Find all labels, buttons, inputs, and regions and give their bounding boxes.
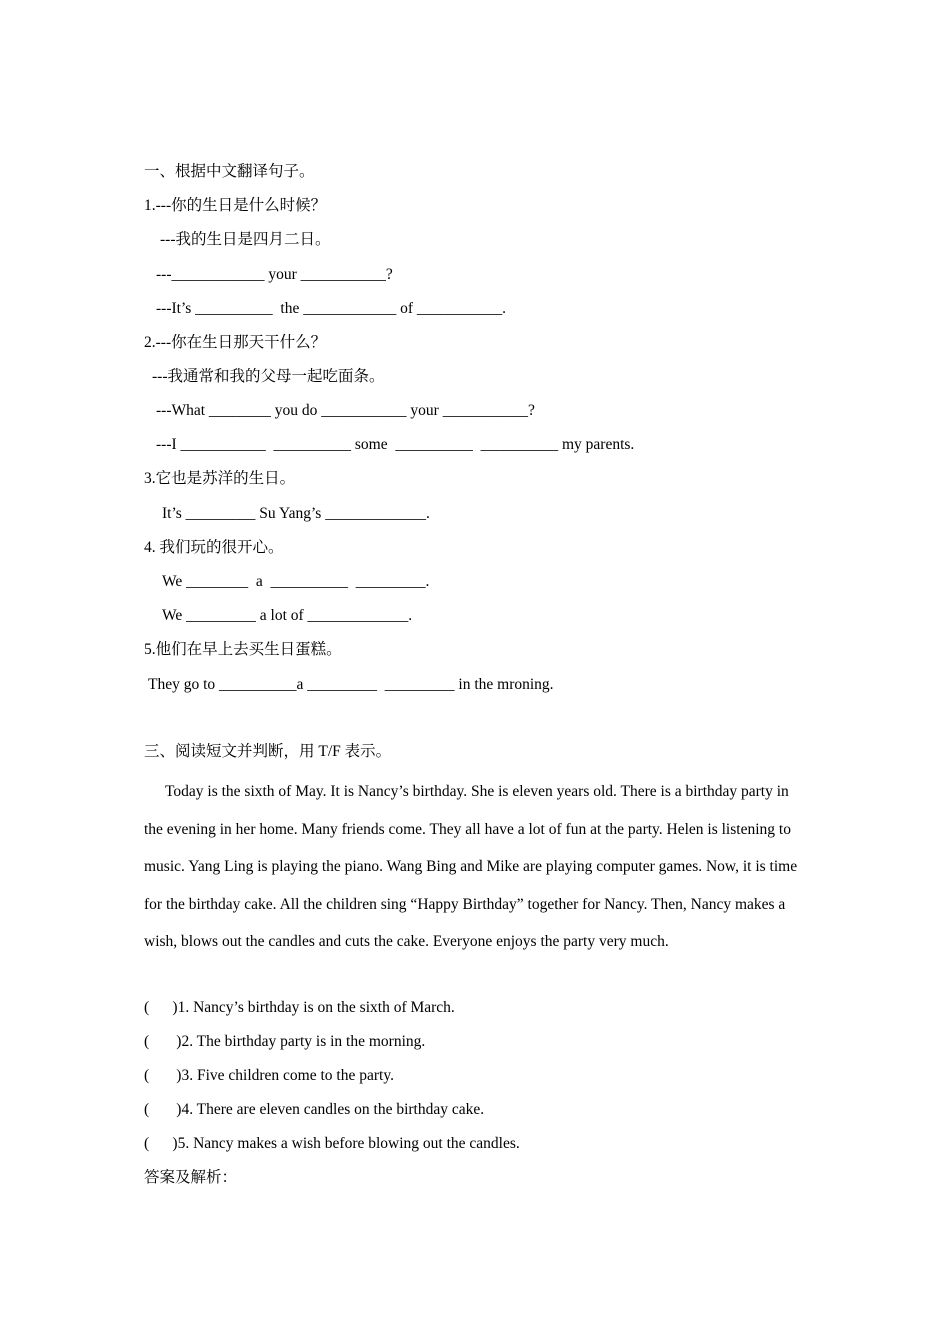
answers-heading: 答案及解析： [144, 1169, 238, 1186]
tf-item-4: ( )4. There are eleven candles on the birthday cake. [144, 1101, 485, 1118]
q1-prompt: 1.---你的生日是什么时候？ [144, 197, 327, 214]
q3-line-a: It’s _________ Su Yang’s _____________. [162, 505, 430, 522]
tf-item-1: ( )1. Nancy’s birthday is on the sixth of March. [144, 999, 455, 1016]
q4-line-b: We _________ a lot of _____________. [162, 607, 413, 624]
q1-cn-answer: ---我的生日是四月二日。 [160, 231, 331, 248]
q2-line-b: ---I ___________ __________ some __________ __________ my parents. [156, 436, 635, 453]
q4-prompt: 4. 我们玩的很开心。 [144, 539, 284, 556]
q4-line-a: We ________ a __________ _________. [162, 573, 430, 590]
tf-item-5: ( )5. Nancy makes a wish before blowing out the candles. [144, 1135, 520, 1152]
q2-cn-answer: ---我通常和我的父母一起吃面条。 [152, 368, 385, 385]
tf-item-3: ( )3. Five children come to the party. [144, 1067, 394, 1084]
q1-line-b: ---It’s __________ the ____________ of ___________. [156, 300, 507, 317]
reading-passage: Today is the sixth of May. It is Nancy’s birthday. She is eleven years old. There is a birthday party in the evening in her home. Many friends come. They all have a lot of fun at the party. Helen is listening to music. Yang Ling is playing the piano. Wang Bing and Mike are playing computer games. Now, it is time for the birthday cake. All the children sing “Happy Birthday” together for Nancy. Then, Nancy makes a wish, blows out the candles and cuts the cake. Everyone enjoys the party very much. [144, 783, 798, 950]
tf-item-2: ( )2. The birthday party is in the morning. [144, 1033, 426, 1050]
q3-prompt: 3.它也是苏洋的生日。 [144, 470, 296, 487]
q5-line-a: They go to __________a _________ _________ in the mroning. [148, 676, 554, 693]
q5-prompt: 5.他们在早上去买生日蛋糕。 [144, 641, 342, 658]
section1-heading: 一、根据中文翻译句子。 [144, 163, 315, 180]
q1-line-a: ---____________ your ___________? [156, 266, 393, 283]
q2-line-a: ---What ________ you do ___________ your ___________? [156, 402, 535, 419]
section3-heading: 三、阅读短文并判断，用 T/F 表示。 [144, 743, 392, 760]
q2-prompt: 2.---你在生日那天干什么？ [144, 334, 327, 351]
